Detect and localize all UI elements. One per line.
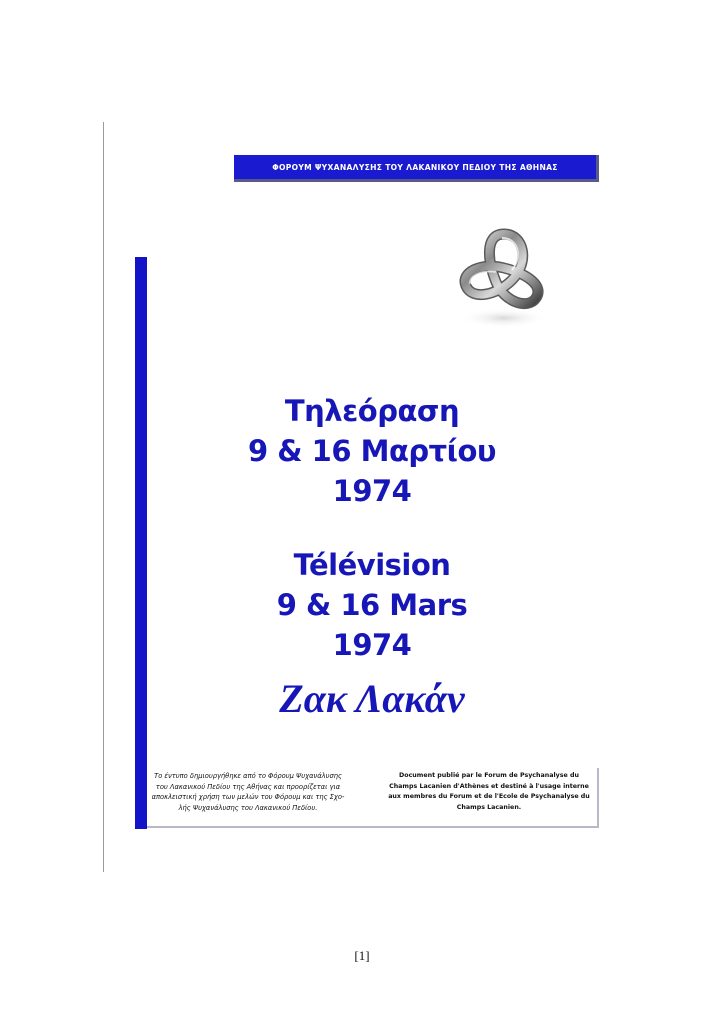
french-note-line: Document publié par le Forum de Psychanalyse du bbox=[399, 772, 579, 779]
french-title bbox=[147, 545, 597, 665]
greek-date-line: 9 & 16 Μαρτίου bbox=[248, 434, 496, 468]
greek-publication-note bbox=[122, 771, 374, 813]
greek-note-line: λής Ψυχανάλυσης του Λακανικού Πεδίου. bbox=[178, 803, 318, 812]
greek-year-line: 1974 bbox=[332, 474, 412, 508]
greek-note-line: Το έντυπο δημιουργήθηκε από το Φόρουμ Ψυχανάλυσης bbox=[154, 772, 342, 780]
french-note-line: Champs Lacanien d'Athènes et destiné à l'usage interne bbox=[389, 782, 589, 790]
page-number: [1] bbox=[354, 948, 370, 963]
french-note-line: aux membres du Forum et de l'Ecole de Psychanalyse du bbox=[388, 793, 590, 800]
page-margin-rule bbox=[103, 122, 104, 872]
greek-title-line: Τηλεόραση bbox=[284, 394, 460, 428]
french-publication-note bbox=[380, 771, 598, 813]
french-year-line: 1974 bbox=[332, 628, 412, 662]
trefoil-knot-icon bbox=[452, 222, 556, 334]
author-name: Ζακ Λακάν bbox=[279, 676, 465, 721]
cover-side-bar bbox=[135, 257, 147, 829]
greek-title bbox=[147, 391, 597, 511]
forum-header-text: ΦΟΡΟΥΜ ΨΥΧΑΝΑΛΥΣΗΣ ΤΟΥ ΛΑΚΑΝΙΚΟΥ ΠΕΔΙΟΥ ΤΗΣ ΑΘΗΝΑΣ bbox=[272, 162, 558, 172]
forum-header-banner bbox=[234, 155, 599, 182]
cover-frame-bottom bbox=[147, 826, 599, 828]
greek-note-line: αποκλειστική χρήση των μελών του Φόρουμ και της Σχο- bbox=[151, 793, 345, 801]
greek-note-line: του Λακανικού Πεδίου της Αθήνας και προορίζεται για bbox=[155, 782, 341, 791]
french-title-line: Télévision bbox=[293, 548, 451, 582]
french-date-line: 9 & 16 Mars bbox=[276, 588, 468, 622]
french-note-line: Champs Lacanien. bbox=[456, 803, 522, 811]
